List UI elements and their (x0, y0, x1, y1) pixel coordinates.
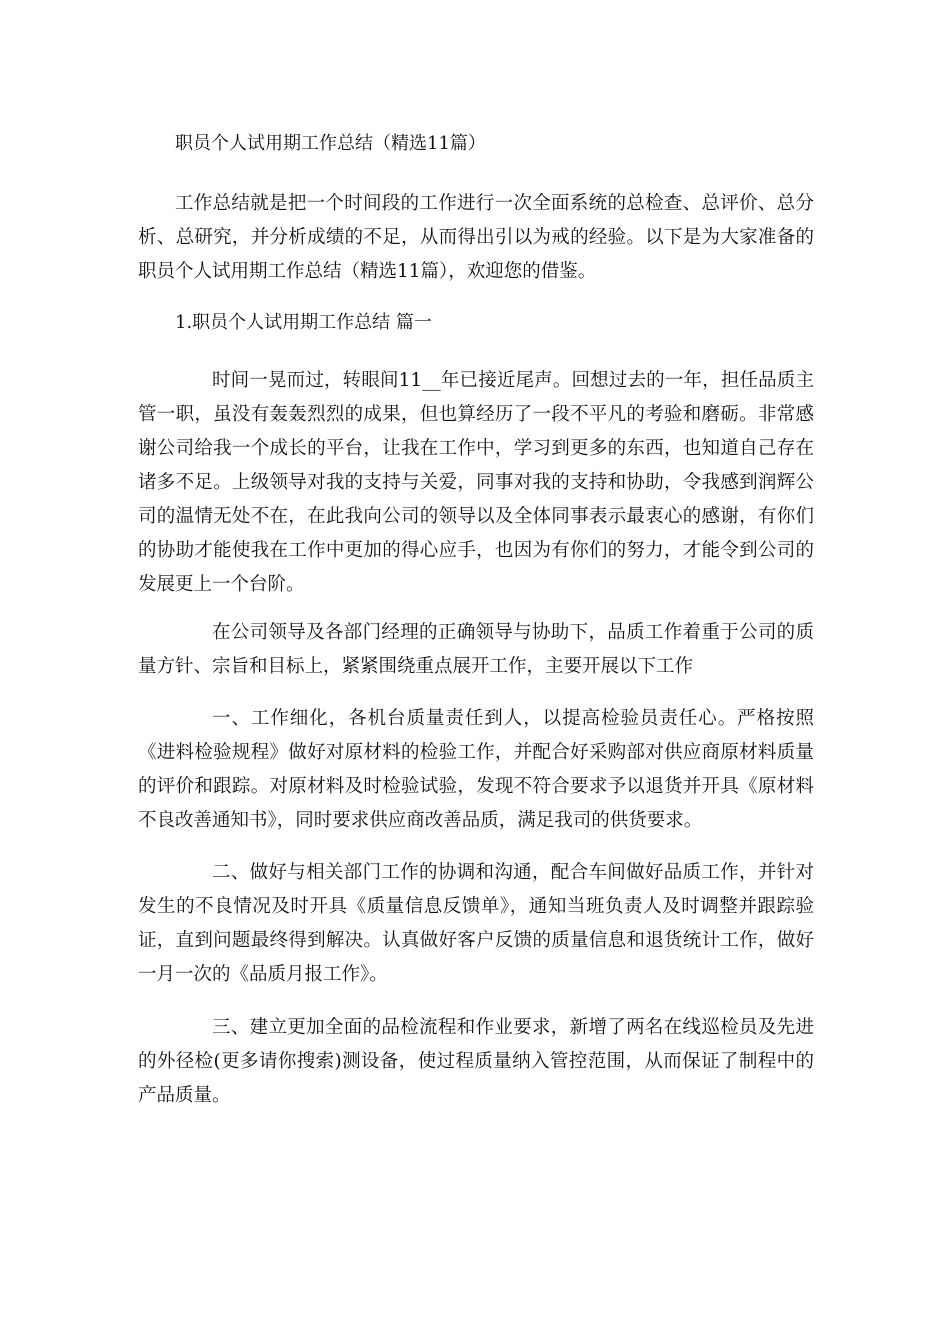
body-paragraph-2: 在公司领导及各部门经理的正确领导与协助下，品质工作着重于公司的质量方针、宗旨和目标上，紧紧围绕重点展开工作，主要开展以下工作 (138, 622, 814, 677)
body-paragraph-1: 时间一晃而过，转眼间11__年已接近尾声。回想过去的一年，担任品质主管一职，虽没有轰轰烈烈的成果，但也算经历了一段不平凡的考验和磨砺。非常感谢公司给我一个成长的平台，让我在工作中，学习到更多的东西，也知道自己存在诸多不足。上级领导对我的支持与关爱，同事对我的支持和协助，令我感到润辉公司的温情无处不在，在此我向公司的领导以及全体同事表示最衷心的感谢，有你们的协助才能使我在工作中更加的得心应手，也因为有你们的努力，才能令到公司的发展更上一个台阶。 (138, 370, 814, 595)
intro-paragraph: 工作总结就是把一个时间段的工作进行一次全面系统的总检查、总评价、总分析、总研究，并分析成绩的不足，从而得出引以为戒的经验。以下是为大家准备的职员个人试用期工作总结（精选11篇），欢迎您的借鉴。 (138, 193, 814, 282)
section-heading: 1.职员个人试用期工作总结 篇一 (175, 312, 432, 333)
body-paragraph-5: 三、建立更加全面的品检流程和作业要求，新增了两名在线巡检员及先进的外径检(更多请你搜索)测设备，使过程质量纳入管控范围，从而保证了制程中的产品质量。 (138, 1017, 814, 1106)
body-paragraph-3: 一、工作细化，各机台质量责任到人，以提高检验员责任心。严格按照《进料检验规程》做好对原材料的检验工作，并配合好采购部对供应商原材料质量的评价和跟踪。对原材料及时检验试验，发现不符合要求予以退货并开具《原材料不良改善通知书》，同时要求供应商改善品质，满足我司的供货要求。 (138, 708, 814, 831)
document-title: 职员个人试用期工作总结（精选11篇） (175, 133, 486, 154)
body-paragraph-4: 二、做好与相关部门工作的协调和沟通，配合车间做好品质工作，并针对发生的不良情况及时开具《质量信息反馈单》，通知当班负责人及时调整并跟踪验证，直到问题最终得到解决。认真做好客户反馈的质量信息和退货统计工作，做好一月一次的《品质月报工作》。 (138, 862, 814, 985)
